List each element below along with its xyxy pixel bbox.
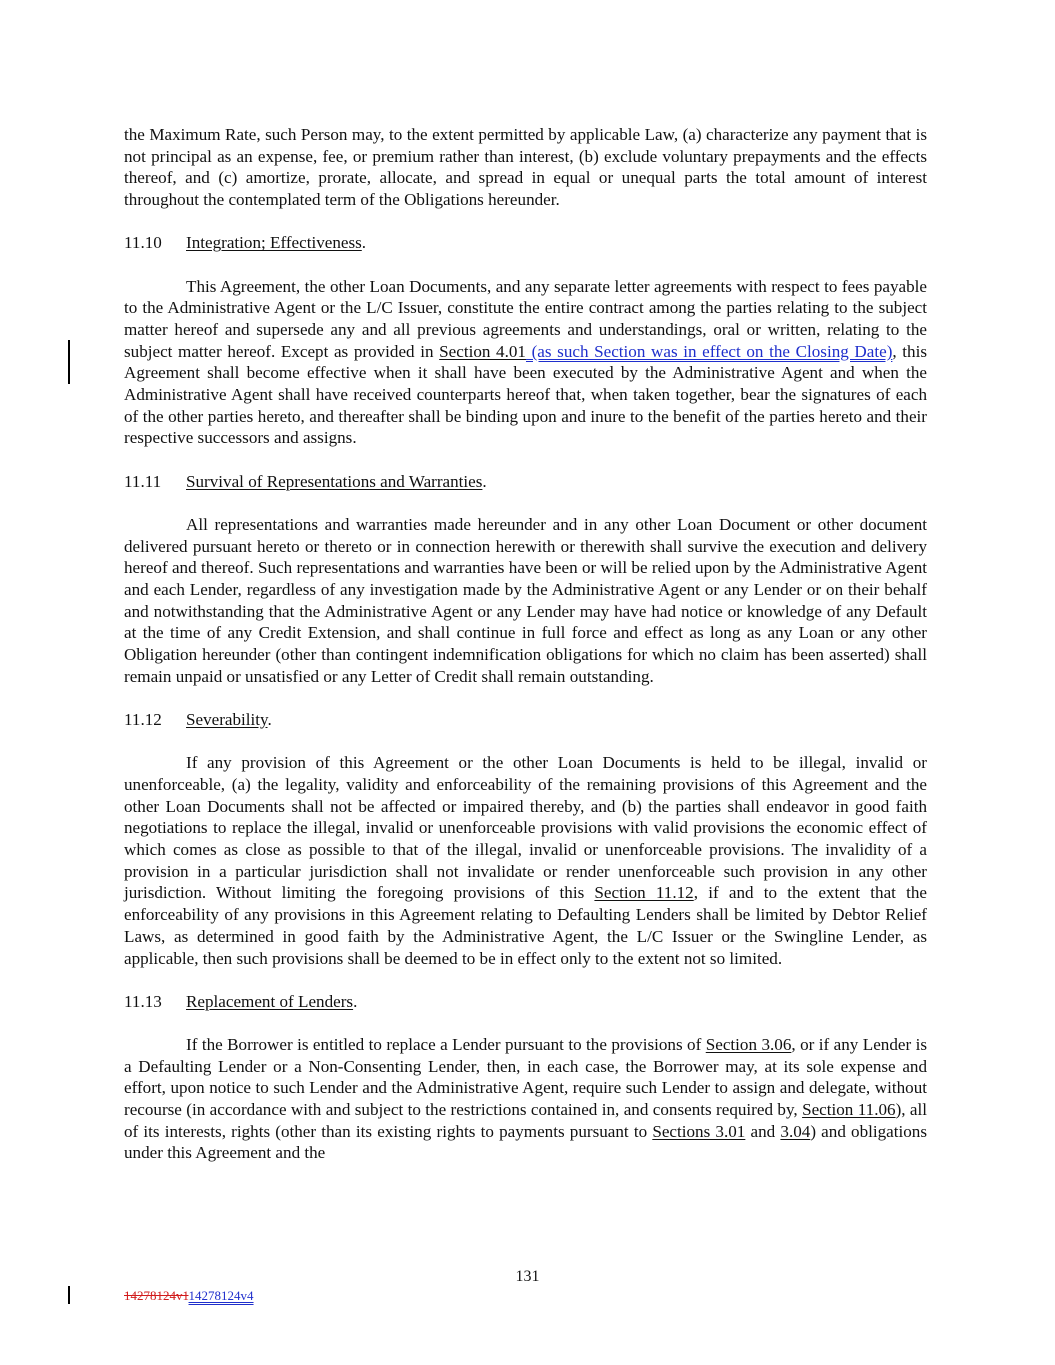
section-title: Severability [186,709,268,729]
section-ref: Sections 3.01 [652,1121,746,1141]
body-text: ) and obligations under this Agreement and the [124,1121,928,1163]
inserted-text: (as such Section was in effect on the Closing Date) [525,341,893,361]
section-11-13-heading: 11.13 Replacement of Lenders. [124,991,358,1011]
section-ref: Section 4.01 [439,341,526,361]
section-ref: Section 11.12 [594,883,694,903]
section-11-13-body [124,1034,927,1164]
body-text: , or if any Lender is a Defaulting Lender or a Non-Consenting Lender, then, in each case, the Borrower may, at its sole expense and effort, upon notice to such Lender and the Administrative Agent, require such Lender to assign and delegate, without recourse (in accordance with and subject to the restrictions contained in, and consents required by, [124,1034,928,1120]
section-number: 11.10 [124,233,162,253]
body-text: This Agreement, the other Loan Documents, and any separate letter agreements with respect to fees payable to the Administrative Agent or the L/C Issuer, constitute the entire contract among the parties relating to the subject matter hereof and supersede any and all previous agreements and understandings, oral or written, relating to the subject matter hereof. Except as provided in [124,276,927,361]
section-number: 11.13 [124,991,162,1011]
section-ref: 3.04 [780,1121,811,1141]
inserted-docid: 14278124v4 [188,1288,254,1303]
document-page [124,124,927,1164]
body-text: , if and to the extent that the enforceability of any provisions in this Agreement relating to Defaulting Lenders shall be limited by Debtor Relief Laws, as determined in good faith by the Administrative Agent, the L/C Issuer or the Swingline Lender, as applicable, then such provisions shall be deemed to be in effect only to the extent not so limited. [124,883,927,968]
section-ref: Section 3.06 [705,1034,792,1054]
section-title: Integration; Effectiveness [186,233,362,253]
change-bar [68,340,70,384]
body-text: ), all of its interests, rights (other than its existing rights to payments pursuant to [124,1100,928,1141]
body-text: , this Agreement shall become effective when it shall have been executed by the Administrative Agent and when the Administrative Agent shall have received counterparts hereof that, when taken together, bear the signatures of each of the other parties hereto, and thereafter shall be binding upon and inure to the benefit of the parties hereto and their respective successors and assigns. [124,341,927,448]
body-text: and [745,1121,781,1141]
section-11-12-heading: 11.12 Severability. [124,709,272,729]
body-text: If any provision of this Agreement or the other Loan Documents is held to be illegal, invalid or unenforceable, (a) the legality, validity and enforceability of the remaining provisions of this Agreement and the other Loan Documents shall not be affected or impaired thereby, and (b) the parties shall endeavor in good faith negotiations to replace the illegal, invalid or unenforceable provisions with valid provisions the economic effect of which comes as close as possible to that of the illegal, invalid or unenforceable provisions. The invalidity of a provision in a particular jurisdiction shall not invalidate or render unenforceable such provision in any other jurisdiction. Without limiting the foregoing provisions of this [124,753,927,903]
section-ref: Section 11.06 [802,1100,896,1120]
section-11-12-body [124,752,927,969]
section-number: 11.11 [124,471,162,491]
body-text: If the Borrower is entitled to replace a Lender pursuant to the provisions of [186,1034,706,1054]
deleted-docid: 14278124v1 [124,1288,189,1303]
page-number: 131 [515,1268,540,1285]
section-title: Replacement of Lenders [186,991,354,1011]
section-11-10-heading: 11.10 Integration; Effectiveness. [124,233,367,253]
change-bar-footer [68,1286,70,1304]
document-id [124,1288,254,1304]
intro-paragraph: the Maximum Rate, such Person may, to the extent permitted by applicable Law, (a) characterize any payment that is not principal as an expense, fee, or premium rather than interest, (b) exclude voluntary prepayments and the effects thereof, and (c) amortize, prorate, allocate, and spread in equal or unequal parts the total amount of interest throughout the contemplated term of the Obligations hereunder. [124,125,927,210]
section-11-10-body [124,276,927,450]
section-11-11-heading: 11.11 Survival of Representations and Warranties. [124,471,487,491]
section-11-11-body: All representations and warranties made hereunder and in any other Loan Document or other document delivered pursuant hereto or thereto or in connection herewith or therewith shall survive the execution and delivery hereof and thereof. Such representations and warranties have been or will be relied upon by the Administrative Agent and each Lender, regardless of any investigation made by the Administrative Agent or any Lender or on their behalf and notwithstanding that the Administrative Agent or any Lender may have had notice or knowledge of any Default at the time of any Credit Extension, and shall continue in full force and effect as long as any Loan or any other Obligation hereunder (other than contingent indemnification obligations for which no claim has been asserted) shall remain unpaid or unsatisfied or any Letter of Credit shall remain outstanding. [124,514,927,686]
section-title: Survival of Representations and Warranties [186,471,483,491]
section-number: 11.12 [124,709,162,729]
